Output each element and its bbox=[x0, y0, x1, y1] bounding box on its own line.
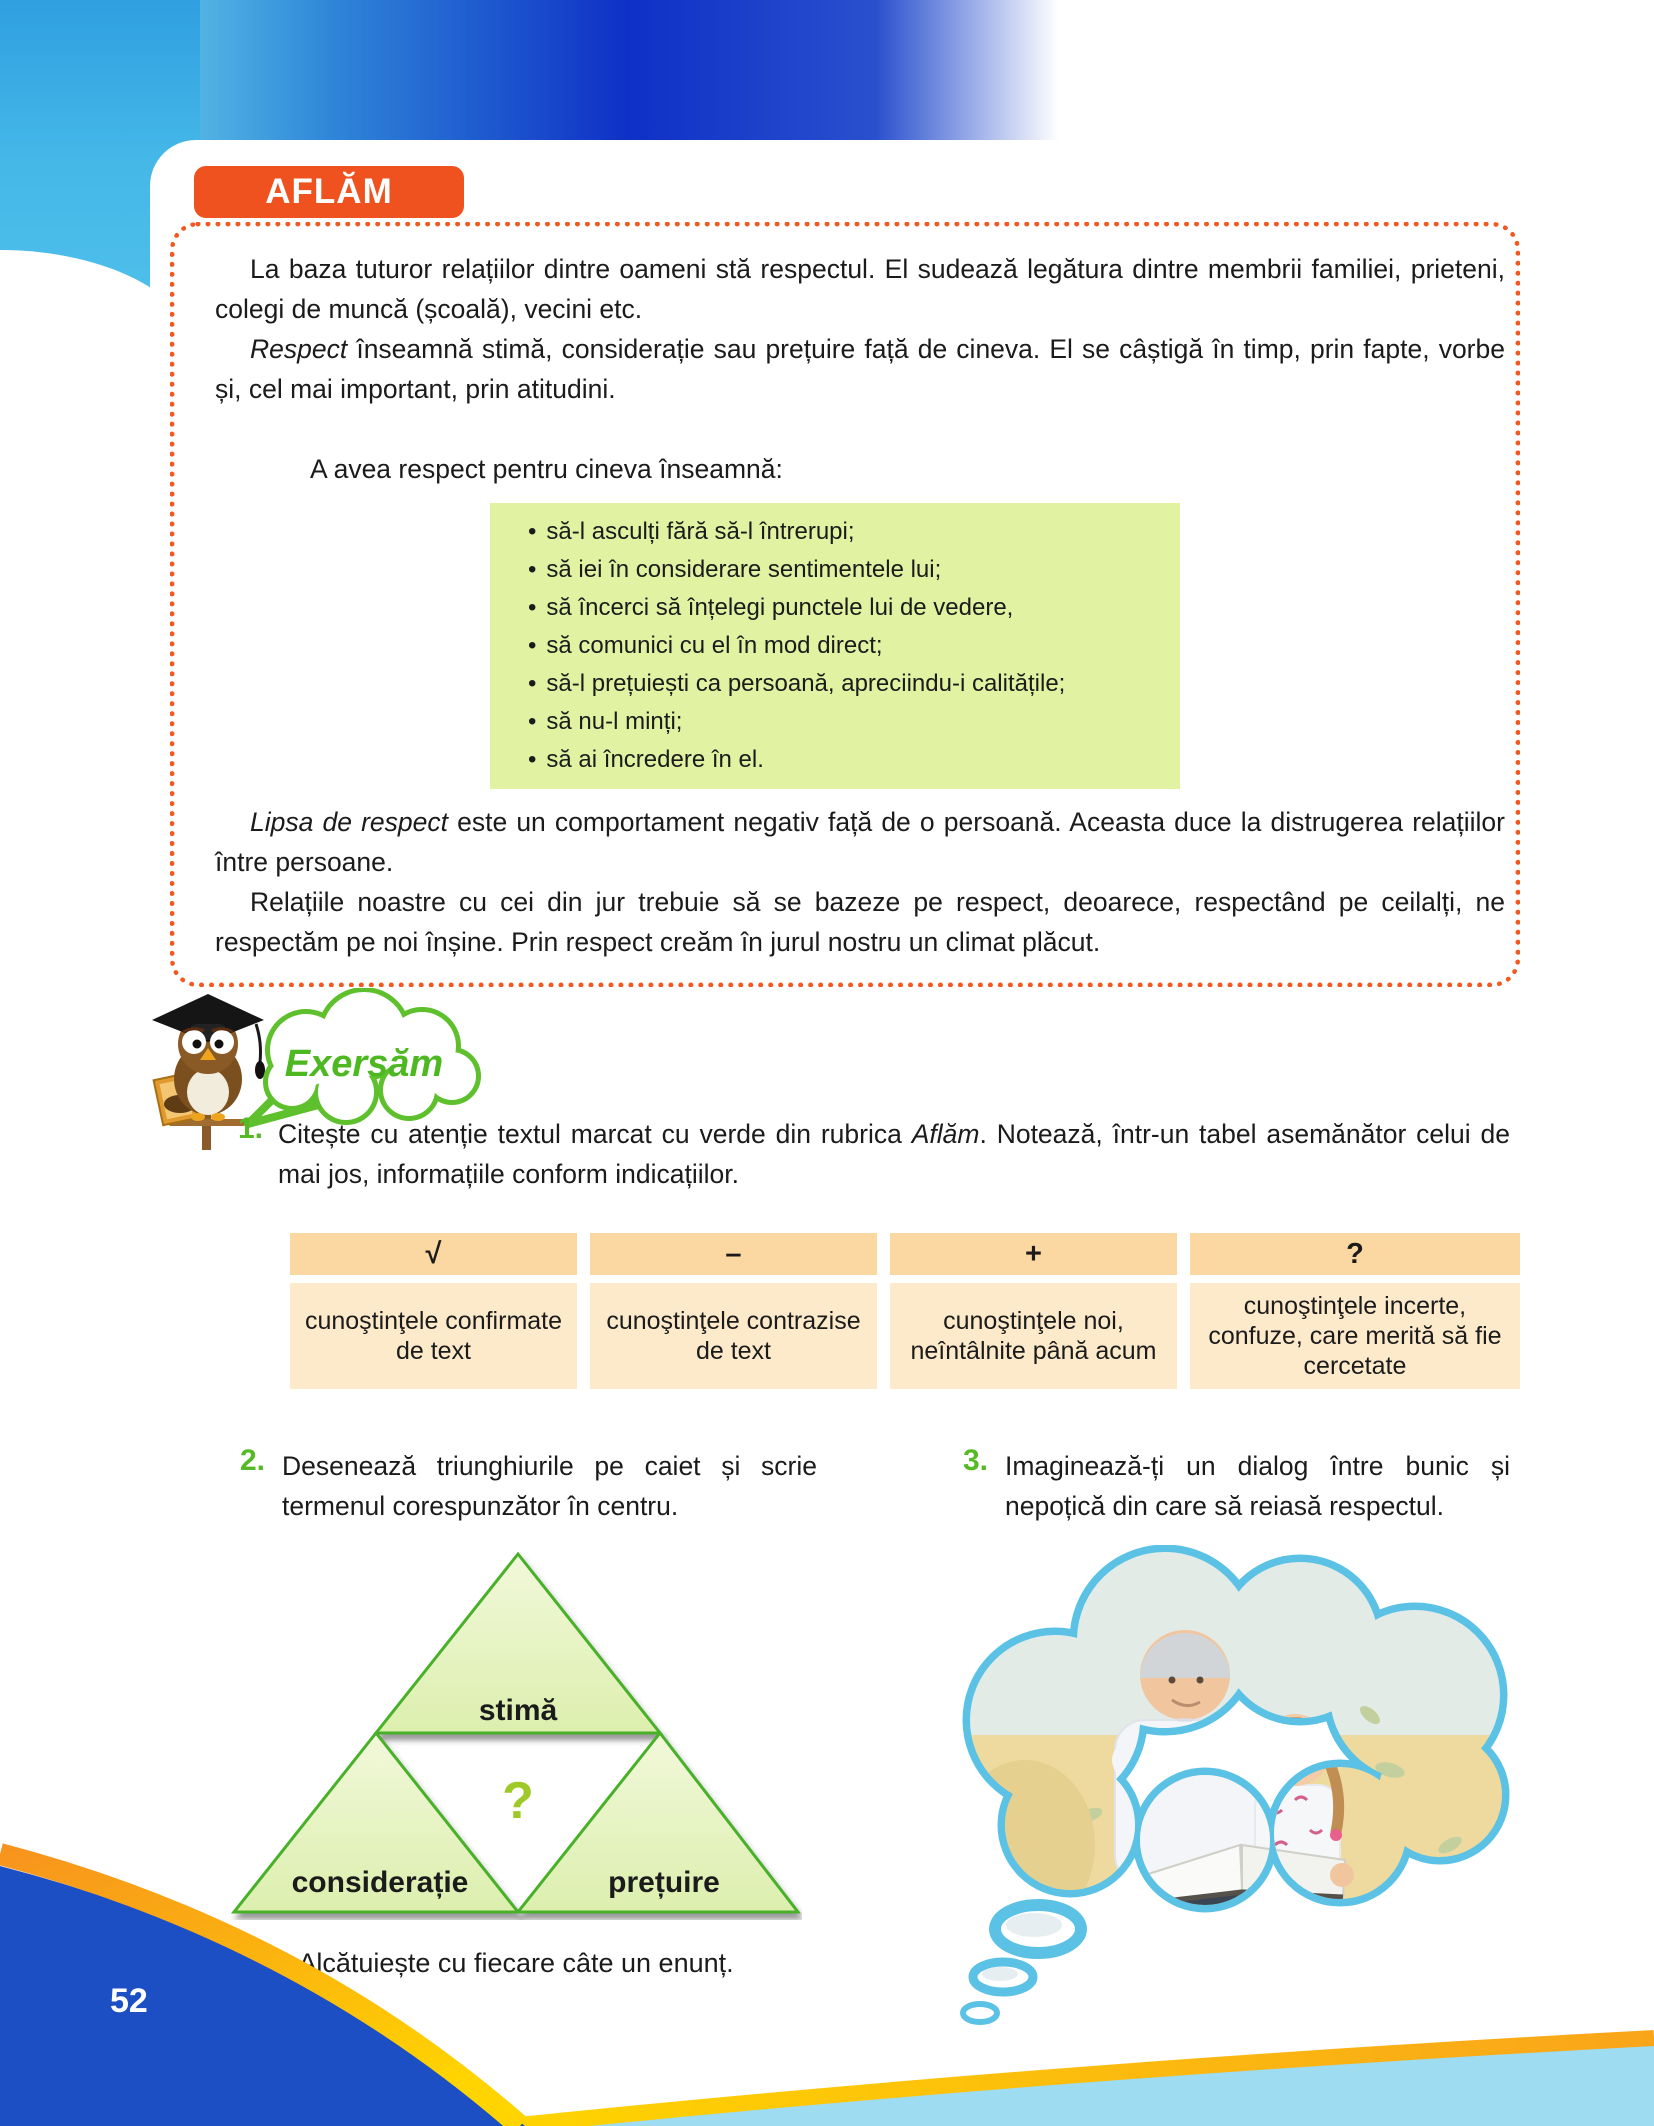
paragraph-2-lead-italic: Respect bbox=[250, 334, 348, 364]
bullet-text: să-l asculți fără să-l întrerupi; bbox=[546, 518, 855, 545]
exercise-3-number: 3. bbox=[963, 1444, 989, 1477]
exercise-1-text bbox=[278, 1114, 1510, 1194]
table-cell: cunoştinţele confirmate de text bbox=[290, 1283, 577, 1389]
aflam-dotted-box bbox=[170, 222, 1520, 987]
list-intro: A avea respect pentru cineva înseamnă: bbox=[310, 454, 783, 484]
paragraph-3-rest: este un comportament negativ față de o persoană. Aceasta duce la distrugerea relațiilor între persoane. bbox=[215, 807, 1505, 877]
exercise-2-text: Desenează triunghiurile pe caiet și scrie termenul corespunzător în centru. bbox=[282, 1451, 817, 1521]
exercise-3-text: Imaginează-ți un dialog între bunic și nepoțică din care să reiasă respectul. bbox=[1005, 1451, 1510, 1521]
bottom-left-wedge bbox=[0, 1866, 525, 2126]
bullet-icon: • bbox=[528, 746, 537, 773]
table-header-plus: + bbox=[890, 1233, 1177, 1275]
exercise-1-before: Citește cu atenție textul marcat cu verde din rubrica bbox=[278, 1119, 912, 1149]
bullet-item bbox=[528, 741, 1162, 779]
bullet-icon: • bbox=[528, 518, 537, 545]
aflam-section-tab: AFLĂM bbox=[194, 166, 464, 218]
paragraph-4: Relațiile noastre cu cei din jur trebuie să se bazeze pe respect, deoarece, respectând pe ceilalți, ne respectăm pe noi înșine. Prin respect creăm în jurul nostru un climat plăcut. bbox=[215, 887, 1505, 957]
bullet-text: să ai încredere în el. bbox=[546, 746, 764, 773]
bottom-decoration bbox=[0, 1700, 1654, 2126]
bullet-item bbox=[528, 551, 1162, 589]
table-header-question: ? bbox=[1190, 1233, 1520, 1275]
bullet-icon: • bbox=[528, 708, 537, 735]
table-cell: cunoştinţele incerte, confuze, care merită să fie cercetate bbox=[1190, 1283, 1520, 1389]
triangle-center-question: ? bbox=[502, 1772, 534, 1830]
triangle-right-label: prețuire bbox=[608, 1866, 720, 1899]
paragraph-2-rest: înseamnă stimă, considerație sau prețuire față de cineva. El se câștigă în timp, prin fapte, vorbe și, cel mai important, prin atitudini. bbox=[215, 334, 1505, 404]
green-highlight-box bbox=[490, 503, 1180, 789]
bullet-text: să iei în considerare sentimentele lui; bbox=[546, 556, 942, 583]
table-header-check: √ bbox=[290, 1233, 577, 1275]
exercise-1-after: . Notează, într-un tabel asemănător celui de mai jos, informațiile conform indicațiilor. bbox=[278, 1119, 1511, 1189]
table-cell: cunoştinţele contrazise de text bbox=[590, 1283, 877, 1389]
paragraph-2 bbox=[215, 329, 1505, 409]
bullet-text: să încerci să înțelegi punctele lui de vedere, bbox=[546, 594, 1014, 621]
paragraph-3-lead-italic: Lipsa de respect bbox=[250, 807, 448, 837]
bullet-item bbox=[528, 513, 1162, 551]
page-number: 52 bbox=[110, 1982, 148, 2020]
triangle-left-label: considerație bbox=[291, 1866, 469, 1899]
exercise-1-italic: Aflăm bbox=[911, 1119, 980, 1149]
bullet-icon: • bbox=[528, 632, 537, 659]
exersam-speech-bubble bbox=[244, 988, 484, 1130]
bullet-text: să-l prețuiești ca persoană, apreciindu-i calitățile; bbox=[546, 670, 1066, 697]
bullet-item bbox=[528, 665, 1162, 703]
table-header-minus: – bbox=[590, 1233, 877, 1275]
bullet-text: să nu-l minți; bbox=[546, 708, 683, 735]
exercise-2-number: 2. bbox=[240, 1444, 266, 1477]
exersam-label: Exersăm bbox=[284, 1043, 444, 1085]
bullet-text: să comunici cu el în mod direct; bbox=[546, 632, 883, 659]
bullet-item bbox=[528, 589, 1162, 627]
bullet-item bbox=[528, 703, 1162, 741]
exercise-1-number: 1. bbox=[238, 1112, 264, 1145]
bullet-icon: • bbox=[528, 670, 537, 697]
paragraph-1: La baza tuturor relațiilor dintre oameni stă respectul. El sudează legătura dintre membrii familiei, prieteni, colegi de muncă (școală), vecini etc. bbox=[215, 254, 1505, 324]
table-cell: cunoştinţele noi, neîntâlnite până acum bbox=[890, 1283, 1177, 1389]
triangle-top-label: stimă bbox=[478, 1694, 558, 1727]
bullet-item bbox=[528, 627, 1162, 665]
bullet-icon: • bbox=[528, 556, 537, 583]
kwl-table bbox=[290, 1233, 1520, 1389]
triangle-caption: Alcătuiește cu fiecare câte un enunț. bbox=[298, 1948, 734, 1978]
paragraph-3 bbox=[215, 802, 1505, 882]
bullet-icon: • bbox=[528, 594, 537, 621]
